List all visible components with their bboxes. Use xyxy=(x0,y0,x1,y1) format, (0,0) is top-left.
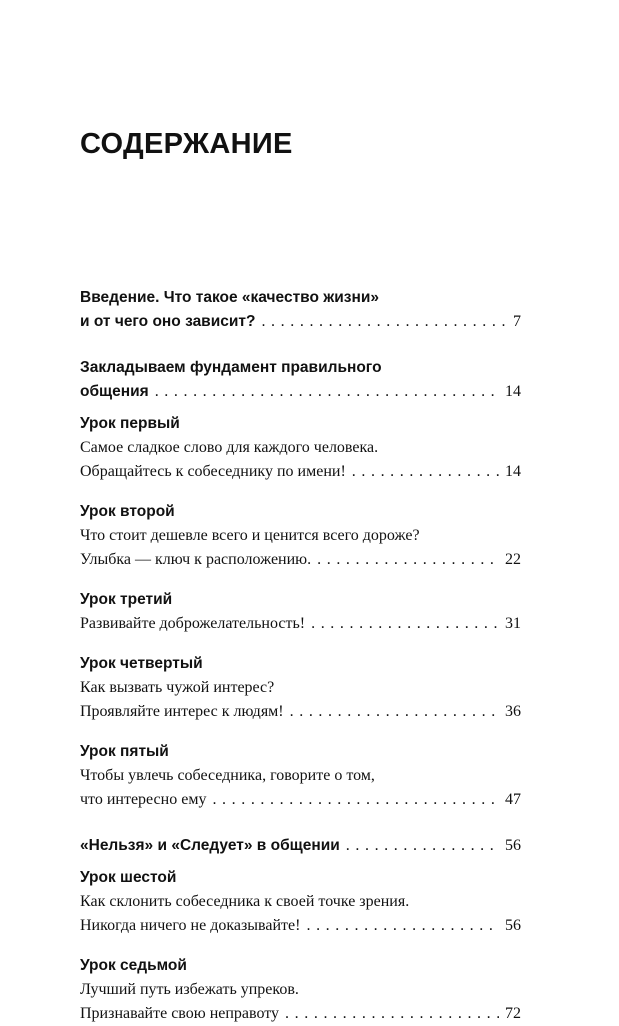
toc-leader-line xyxy=(80,548,521,572)
lesson-text-line: Обращайтесь к собеседнику по имени! xyxy=(80,463,346,480)
toc-leader-line xyxy=(80,788,521,812)
toc-leader-line xyxy=(80,380,521,404)
lesson-heading: Урок второй xyxy=(80,503,175,520)
lesson-heading: Урок первый xyxy=(80,415,180,432)
page-number: 14 xyxy=(505,463,521,480)
toc-entry-lesson-6[interactable] xyxy=(80,866,521,938)
toc-leader-line xyxy=(80,914,521,938)
toc-leader-line xyxy=(80,834,521,858)
lesson-heading: Урок четвертый xyxy=(80,655,203,672)
lesson-text-line: Улыбка — ключ к расположению. xyxy=(80,551,312,568)
lesson-text-line: Лучший путь избежать упреков. xyxy=(80,981,299,998)
toc-entry-introduction[interactable] xyxy=(80,286,521,334)
toc-heading-line: Закладываем фундамент правильного xyxy=(80,359,382,376)
lesson-text-line: Развивайте доброжелательность! xyxy=(80,615,306,632)
dot-leader xyxy=(311,548,499,572)
lesson-heading: Урок седьмой xyxy=(80,957,187,974)
toc-entry-section-dos-and-donts[interactable] xyxy=(80,834,521,858)
toc-heading-line: Введение. Что такое «качество жизни» xyxy=(80,289,380,306)
toc-entry-lesson-1[interactable] xyxy=(80,412,521,484)
page-number: 22 xyxy=(505,551,521,568)
page-number: 47 xyxy=(505,791,521,808)
dot-leader xyxy=(305,612,499,636)
lesson-heading: Урок пятый xyxy=(80,743,169,760)
toc-leader-line xyxy=(80,612,521,636)
table-of-contents xyxy=(80,286,521,1026)
toc-heading-line: «Нельзя» и «Следует» в общении xyxy=(80,837,340,854)
toc-heading-line: и от чего оно зависит? xyxy=(80,313,256,330)
dot-leader xyxy=(300,914,499,938)
page-number: 31 xyxy=(505,615,521,632)
page-number: 56 xyxy=(505,837,521,854)
lesson-text-line: Никогда ничего не доказывайте! xyxy=(80,917,301,934)
lesson-text-line: Что стоит дешевле всего и ценится всего дороже? xyxy=(80,527,420,544)
lesson-text-line: Самое сладкое слово для каждого человека. xyxy=(80,439,379,456)
toc-entry-lesson-2[interactable] xyxy=(80,500,521,572)
page-number: 72 xyxy=(505,1005,521,1022)
toc-leader-line xyxy=(80,460,521,484)
lesson-text-line: Как вызвать чужой интерес? xyxy=(80,679,275,696)
toc-entry-lesson-4[interactable] xyxy=(80,652,521,724)
dot-leader xyxy=(149,380,499,404)
toc-entry-lesson-3[interactable] xyxy=(80,588,521,636)
lesson-heading: Урок шестой xyxy=(80,869,177,886)
dot-leader xyxy=(206,788,499,812)
toc-leader-line xyxy=(80,310,521,334)
toc-entry-section-foundation[interactable] xyxy=(80,356,521,404)
lesson-heading: Урок третий xyxy=(80,591,173,608)
toc-entry-lesson-5[interactable] xyxy=(80,740,521,812)
dot-leader xyxy=(279,1002,499,1026)
page-number: 14 xyxy=(505,383,521,400)
page-title: СОДЕРЖАНИЕ xyxy=(80,128,293,160)
page-number: 7 xyxy=(513,313,521,330)
toc-leader-line xyxy=(80,1002,521,1026)
lesson-text-line: что интересно ему xyxy=(80,791,207,808)
dot-leader xyxy=(340,834,499,858)
toc-heading-line: общения xyxy=(80,383,149,400)
lesson-text-line: Признавайте свою неправоту xyxy=(80,1005,280,1022)
dot-leader xyxy=(284,700,499,724)
toc-entry-lesson-7[interactable] xyxy=(80,954,521,1026)
toc-leader-line xyxy=(80,700,521,724)
lesson-text-line: Как склонить собеседника к своей точке зрения. xyxy=(80,893,410,910)
dot-leader xyxy=(255,310,507,334)
lesson-text-line: Чтобы увлечь собеседника, говорите о том, xyxy=(80,767,375,784)
page-number: 36 xyxy=(505,703,521,720)
lesson-text-line: Проявляйте интерес к людям! xyxy=(80,703,284,720)
dot-leader xyxy=(346,460,499,484)
page-number: 56 xyxy=(505,917,521,934)
